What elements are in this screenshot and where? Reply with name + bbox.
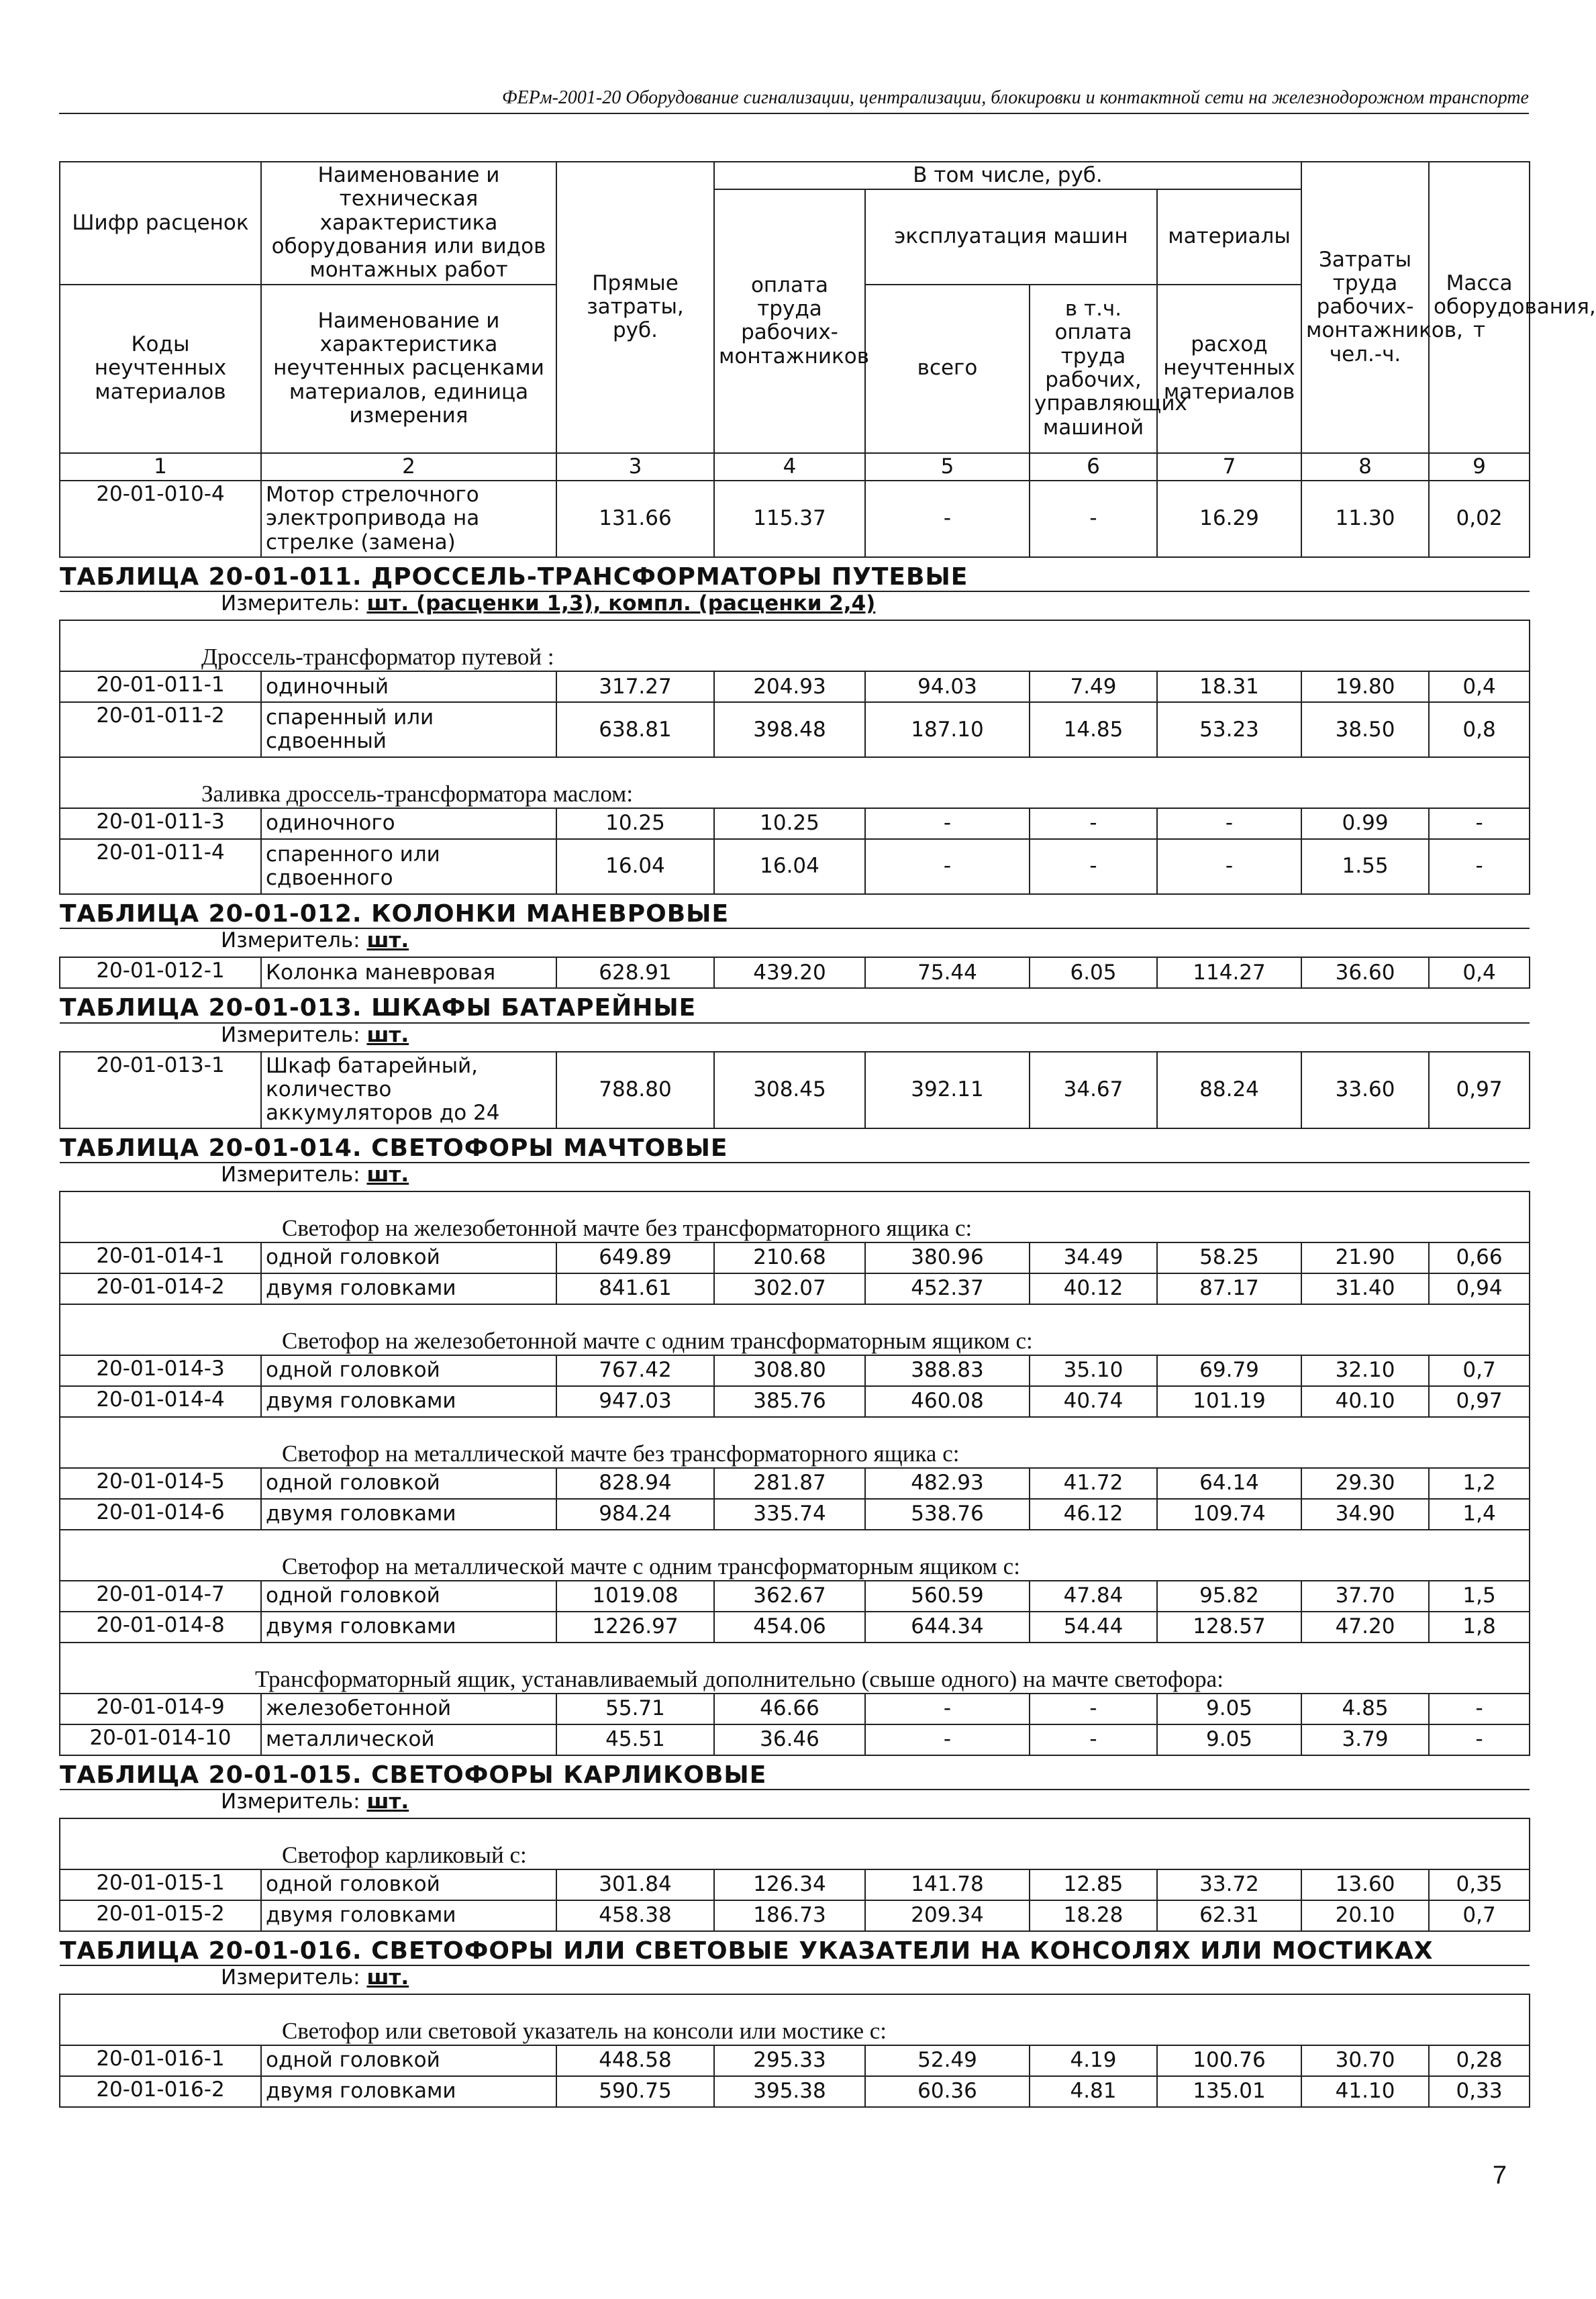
mass-cell: 0,35: [1429, 1869, 1530, 1900]
col-number: 2: [261, 453, 556, 481]
table-row: [60, 1242, 1530, 1273]
col-number: 9: [1429, 453, 1530, 481]
machines-wages-cell: 41.72: [1030, 1468, 1157, 1499]
item-name-cell: одной головкой: [261, 1581, 556, 1612]
mass-cell: 1,8: [1429, 1612, 1530, 1643]
item-name-cell: Колонка маневровая: [261, 957, 556, 988]
machines-wages-cell: 12.85: [1030, 1869, 1157, 1900]
machines-total-cell: 60.36: [865, 2076, 1030, 2107]
direct-costs-cell: 947.03: [556, 1386, 714, 1417]
direct-costs-cell: 16.04: [556, 839, 714, 894]
mass-cell: 0,7: [1429, 1900, 1530, 1931]
machines-wages-cell: 40.12: [1030, 1273, 1157, 1304]
table-title: ТАБЛИЦА 20-01-012. КОЛОНКИ МАНЕВРОВЫЕ: [60, 894, 1530, 928]
group-heading: Дроссель-трансформатор путевой :: [60, 620, 1530, 671]
rate-code: 20-01-013-1: [60, 1052, 261, 1128]
item-name-cell: одной головкой: [261, 1242, 556, 1273]
materials-cell: 69.79: [1157, 1355, 1301, 1386]
col-machines-header: эксплуатация машин: [865, 189, 1157, 284]
labor-hours-cell: 47.20: [1301, 1612, 1429, 1643]
measure-value: шт.: [366, 1162, 409, 1187]
item-name-cell: двумя головками: [261, 1499, 556, 1530]
materials-cell: 95.82: [1157, 1581, 1301, 1612]
machines-wages-cell: 40.74: [1030, 1386, 1157, 1417]
machines-wages-cell: -: [1030, 1724, 1157, 1755]
machines-total-cell: 209.34: [865, 1900, 1030, 1931]
direct-costs-cell: 638.81: [556, 702, 714, 757]
labor-hours-cell: 33.60: [1301, 1052, 1429, 1128]
rate-code: 20-01-010-4: [60, 481, 261, 557]
rate-code: 20-01-015-2: [60, 1900, 261, 1931]
mass-cell: 0,28: [1429, 2045, 1530, 2076]
group-heading: Светофор карликовый с:: [60, 1818, 1530, 1869]
machines-total-cell: 538.76: [865, 1499, 1030, 1530]
machines-total-cell: 75.44: [865, 957, 1030, 988]
col-number: 8: [1301, 453, 1429, 481]
wages-cell: 46.66: [714, 1694, 865, 1724]
direct-costs-cell: 301.84: [556, 1869, 714, 1900]
mass-cell: 0,02: [1429, 481, 1530, 557]
page-header: ФЕРм-2001-20 Оборудование сигнализации, централизации, блокировки и контактной сети на железнодорожном транспорте: [59, 87, 1529, 114]
col-materials-unaccounted-header: расход неучтенных материалов: [1157, 285, 1301, 453]
item-name-cell: двумя головками: [261, 1273, 556, 1304]
direct-costs-cell: 590.75: [556, 2076, 714, 2107]
group-heading: Светофор на металлической мачте без трансформаторного ящика с:: [60, 1417, 1530, 1468]
col-number: 7: [1157, 453, 1301, 481]
table-row: [60, 671, 1530, 702]
wages-cell: 302.07: [714, 1273, 865, 1304]
materials-cell: 87.17: [1157, 1273, 1301, 1304]
measure-label: Измеритель:: [221, 591, 360, 616]
measure-unit: [60, 1023, 1530, 1052]
item-name-cell: спаренный или сдвоенный: [261, 702, 556, 757]
direct-costs-cell: 767.42: [556, 1355, 714, 1386]
labor-hours-cell: 32.10: [1301, 1355, 1429, 1386]
machines-total-cell: 94.03: [865, 671, 1030, 702]
rate-code: 20-01-011-4: [60, 839, 261, 894]
table-row: [60, 1386, 1530, 1417]
machines-wages-cell: -: [1030, 481, 1157, 557]
wages-cell: 126.34: [714, 1869, 865, 1900]
rate-code: 20-01-014-9: [60, 1694, 261, 1724]
rate-code: 20-01-011-1: [60, 671, 261, 702]
item-name-cell: двумя головками: [261, 1386, 556, 1417]
col-code-header: Шифр расценок: [60, 162, 261, 285]
measure-value: шт. (расценки 1,3), компл. (расценки 2,4): [366, 591, 876, 616]
labor-hours-cell: 21.90: [1301, 1242, 1429, 1273]
labor-hours-cell: 0.99: [1301, 808, 1429, 839]
item-name-cell: одиночный: [261, 671, 556, 702]
materials-cell: 18.31: [1157, 671, 1301, 702]
mass-cell: 0,7: [1429, 1355, 1530, 1386]
materials-cell: 128.57: [1157, 1612, 1301, 1643]
col-number: 3: [556, 453, 714, 481]
table-row: [60, 1581, 1530, 1612]
machines-wages-cell: 35.10: [1030, 1355, 1157, 1386]
item-name-cell: спаренного или сдвоенного: [261, 839, 556, 894]
group-heading: Трансформаторный ящик, устанавливаемый дополнительно (свыше одного) на мачте светофора:: [60, 1643, 1530, 1694]
machines-wages-cell: 34.49: [1030, 1242, 1157, 1273]
col-machines-wages-header: в т.ч. оплата труда рабочих, управляющих машиной: [1030, 285, 1157, 453]
wages-cell: 439.20: [714, 957, 865, 988]
mass-cell: -: [1429, 808, 1530, 839]
mass-cell: -: [1429, 1694, 1530, 1724]
measure-label: Измеритель:: [221, 1022, 360, 1047]
direct-costs-cell: 841.61: [556, 1273, 714, 1304]
group-heading: Светофор или световой указатель на консоли или мостике с:: [60, 1994, 1530, 2045]
rate-code: 20-01-014-7: [60, 1581, 261, 1612]
machines-total-cell: 460.08: [865, 1386, 1030, 1417]
table-row: [60, 808, 1530, 839]
labor-hours-cell: 20.10: [1301, 1900, 1429, 1931]
labor-hours-cell: 11.30: [1301, 481, 1429, 557]
machines-total-cell: 482.93: [865, 1468, 1030, 1499]
machines-total-cell: -: [865, 481, 1030, 557]
item-name-cell: двумя головками: [261, 1612, 556, 1643]
group-heading: Заливка дроссель-трансформатора маслом:: [60, 757, 1530, 808]
direct-costs-cell: 55.71: [556, 1694, 714, 1724]
materials-cell: 9.05: [1157, 1724, 1301, 1755]
col-materials-header: материалы: [1157, 189, 1301, 284]
materials-cell: 100.76: [1157, 2045, 1301, 2076]
mass-cell: 0,97: [1429, 1052, 1530, 1128]
labor-hours-cell: 37.70: [1301, 1581, 1429, 1612]
direct-costs-cell: 131.66: [556, 481, 714, 557]
table-row: [60, 1273, 1530, 1304]
wages-cell: 385.76: [714, 1386, 865, 1417]
col-incl-header: В том числе, руб.: [714, 162, 1301, 189]
mass-cell: 1,5: [1429, 1581, 1530, 1612]
rate-code: 20-01-014-3: [60, 1355, 261, 1386]
group-heading: Светофор на железобетонной мачте без трансформаторного ящика с:: [60, 1191, 1530, 1242]
col-number: 6: [1030, 453, 1157, 481]
measure-value: шт.: [366, 928, 409, 953]
group-heading: Светофор на железобетонной мачте с одним трансформаторным ящиком с:: [60, 1304, 1530, 1355]
table-row: [60, 1900, 1530, 1931]
group-heading: Светофор на металлической мачте с одним трансформаторным ящиком с:: [60, 1530, 1530, 1581]
mass-cell: 0,66: [1429, 1242, 1530, 1273]
machines-wages-cell: -: [1030, 1694, 1157, 1724]
mass-cell: -: [1429, 839, 1530, 894]
materials-cell: 88.24: [1157, 1052, 1301, 1128]
measure-label: Измеритель:: [221, 1965, 360, 1990]
col-direct-costs-header: Прямые затраты, руб.: [556, 162, 714, 453]
measure-unit: [60, 1163, 1530, 1191]
direct-costs-cell: 448.58: [556, 2045, 714, 2076]
direct-costs-cell: 1019.08: [556, 1581, 714, 1612]
rate-code: 20-01-011-2: [60, 702, 261, 757]
item-name-cell: одиночного: [261, 808, 556, 839]
table-row: [60, 957, 1530, 988]
wages-cell: 335.74: [714, 1499, 865, 1530]
mass-cell: 1,2: [1429, 1468, 1530, 1499]
mass-cell: 1,4: [1429, 1499, 1530, 1530]
col-number: 1: [60, 453, 261, 481]
table-title: ТАБЛИЦА 20-01-011. ДРОССЕЛЬ-ТРАНСФОРМАТОРЫ ПУТЕВЫЕ: [60, 557, 1530, 591]
table-row: [60, 702, 1530, 757]
item-name-cell: двумя головками: [261, 2076, 556, 2107]
labor-hours-cell: 30.70: [1301, 2045, 1429, 2076]
materials-cell: -: [1157, 808, 1301, 839]
table-row: [60, 1724, 1530, 1755]
machines-total-cell: 52.49: [865, 2045, 1030, 2076]
wages-cell: 454.06: [714, 1612, 865, 1643]
wages-cell: 36.46: [714, 1724, 865, 1755]
machines-wages-cell: 54.44: [1030, 1612, 1157, 1643]
wages-cell: 398.48: [714, 702, 865, 757]
direct-costs-cell: 649.89: [556, 1242, 714, 1273]
table-row: [60, 2076, 1530, 2107]
measure-label: Измеритель:: [221, 1789, 360, 1814]
table-title: ТАБЛИЦА 20-01-013. ШКАФЫ БАТАРЕЙНЫЕ: [60, 988, 1530, 1022]
materials-cell: 33.72: [1157, 1869, 1301, 1900]
machines-wages-cell: 7.49: [1030, 671, 1157, 702]
labor-hours-cell: 19.80: [1301, 671, 1429, 702]
machines-total-cell: 388.83: [865, 1355, 1030, 1386]
measure-value: шт.: [366, 1022, 409, 1047]
table-row: [60, 1694, 1530, 1724]
wages-cell: 295.33: [714, 2045, 865, 2076]
col-name-header: Наименование и техническая характеристика оборудования или видов монтажных работ: [261, 162, 556, 285]
table-row: [60, 1355, 1530, 1386]
mass-cell: 0,97: [1429, 1386, 1530, 1417]
wages-cell: 281.87: [714, 1468, 865, 1499]
wages-cell: 210.68: [714, 1242, 865, 1273]
wages-cell: 186.73: [714, 1900, 865, 1931]
table-title: ТАБЛИЦА 20-01-014. СВЕТОФОРЫ МАЧТОВЫЕ: [60, 1128, 1530, 1163]
direct-costs-cell: 45.51: [556, 1724, 714, 1755]
direct-costs-cell: 828.94: [556, 1468, 714, 1499]
labor-hours-cell: 4.85: [1301, 1694, 1429, 1724]
machines-wages-cell: 4.19: [1030, 2045, 1157, 2076]
table-row: [60, 1052, 1530, 1128]
page-number: 7: [1492, 2161, 1507, 2190]
labor-hours-cell: 3.79: [1301, 1724, 1429, 1755]
machines-wages-cell: -: [1030, 839, 1157, 894]
machines-wages-cell: 47.84: [1030, 1581, 1157, 1612]
mass-cell: 0,8: [1429, 702, 1530, 757]
measure-unit: [60, 1790, 1530, 1818]
machines-total-cell: -: [865, 839, 1030, 894]
item-name-cell: железобетонной: [261, 1694, 556, 1724]
materials-cell: 53.23: [1157, 702, 1301, 757]
col-name2-header: Наименование и характеристика неучтенных расценками материалов, единица измерения: [261, 285, 556, 453]
wages-cell: 10.25: [714, 808, 865, 839]
machines-total-cell: 380.96: [865, 1242, 1030, 1273]
item-name-cell: Шкаф батарейный, количество аккумуляторов до 24: [261, 1052, 556, 1128]
labor-hours-cell: 31.40: [1301, 1273, 1429, 1304]
rate-code: 20-01-014-8: [60, 1612, 261, 1643]
machines-wages-cell: 46.12: [1030, 1499, 1157, 1530]
materials-cell: 135.01: [1157, 2076, 1301, 2107]
col-machines-total-header: всего: [865, 285, 1030, 453]
table-row: [60, 1612, 1530, 1643]
rate-code: 20-01-016-2: [60, 2076, 261, 2107]
direct-costs-cell: 458.38: [556, 1900, 714, 1931]
mass-cell: 0,4: [1429, 671, 1530, 702]
machines-total-cell: 560.59: [865, 1581, 1030, 1612]
machines-wages-cell: 6.05: [1030, 957, 1157, 988]
direct-costs-cell: 984.24: [556, 1499, 714, 1530]
measure-label: Измеритель:: [221, 928, 360, 953]
measure-value: шт.: [366, 1789, 409, 1814]
materials-cell: 64.14: [1157, 1468, 1301, 1499]
rate-code: 20-01-012-1: [60, 957, 261, 988]
machines-wages-cell: 34.67: [1030, 1052, 1157, 1128]
machines-wages-cell: 18.28: [1030, 1900, 1157, 1931]
table-row: [60, 1869, 1530, 1900]
materials-cell: 114.27: [1157, 957, 1301, 988]
rate-code: 20-01-011-3: [60, 808, 261, 839]
rate-code: 20-01-014-1: [60, 1242, 261, 1273]
col-code2-header: Коды неучтенных материалов: [60, 285, 261, 453]
wages-cell: 16.04: [714, 839, 865, 894]
mass-cell: 0,94: [1429, 1273, 1530, 1304]
machines-total-cell: 644.34: [865, 1612, 1030, 1643]
rate-code: 20-01-014-6: [60, 1499, 261, 1530]
item-name-cell: одной головкой: [261, 1869, 556, 1900]
machines-total-cell: 141.78: [865, 1869, 1030, 1900]
materials-cell: 109.74: [1157, 1499, 1301, 1530]
rate-code: 20-01-015-1: [60, 1869, 261, 1900]
direct-costs-cell: 628.91: [556, 957, 714, 988]
measure-unit: [60, 1965, 1530, 1994]
measure-label: Измеритель:: [221, 1162, 360, 1187]
measure-value: шт.: [366, 1965, 409, 1990]
machines-total-cell: 452.37: [865, 1273, 1030, 1304]
labor-hours-cell: 34.90: [1301, 1499, 1429, 1530]
rate-code: 20-01-014-5: [60, 1468, 261, 1499]
rate-code: 20-01-014-2: [60, 1273, 261, 1304]
item-name-cell: металлической: [261, 1724, 556, 1755]
labor-hours-cell: 29.30: [1301, 1468, 1429, 1499]
table-row: [60, 1468, 1530, 1499]
machines-wages-cell: -: [1030, 808, 1157, 839]
wages-cell: 362.67: [714, 1581, 865, 1612]
materials-cell: -: [1157, 839, 1301, 894]
table-row: [60, 1499, 1530, 1530]
labor-hours-cell: 13.60: [1301, 1869, 1429, 1900]
labor-hours-cell: 41.10: [1301, 2076, 1429, 2107]
mass-cell: -: [1429, 1724, 1530, 1755]
wages-cell: 115.37: [714, 481, 865, 557]
machines-total-cell: 187.10: [865, 702, 1030, 757]
rate-code: 20-01-014-10: [60, 1724, 261, 1755]
item-name-cell: двумя головками: [261, 1900, 556, 1931]
measure-unit: [60, 591, 1530, 620]
labor-hours-cell: 1.55: [1301, 839, 1429, 894]
materials-cell: 101.19: [1157, 1386, 1301, 1417]
item-name-cell: Мотор стрелочного электропривода на стрелке (замена): [261, 481, 556, 557]
table-title: ТАБЛИЦА 20-01-016. СВЕТОФОРЫ ИЛИ СВЕТОВЫЕ УКАЗАТЕЛИ НА КОНСОЛЯХ ИЛИ МОСТИКАХ: [60, 1931, 1530, 1965]
item-name-cell: одной головкой: [261, 2045, 556, 2076]
col-wages-header: оплата труда рабочих-монтажников: [714, 189, 865, 452]
measure-unit: [60, 928, 1530, 957]
mass-cell: 0,4: [1429, 957, 1530, 988]
table-row: [60, 2045, 1530, 2076]
wages-cell: 308.45: [714, 1052, 865, 1128]
machines-wages-cell: 14.85: [1030, 702, 1157, 757]
rate-code: 20-01-016-1: [60, 2045, 261, 2076]
rate-code: 20-01-014-4: [60, 1386, 261, 1417]
machines-total-cell: -: [865, 1694, 1030, 1724]
materials-cell: 9.05: [1157, 1694, 1301, 1724]
price-table: [59, 161, 1596, 2108]
direct-costs-cell: 1226.97: [556, 1612, 714, 1643]
mass-cell: 0,33: [1429, 2076, 1530, 2107]
wages-cell: 395.38: [714, 2076, 865, 2107]
table-row: [60, 481, 1530, 557]
col-number: 5: [865, 453, 1030, 481]
item-name-cell: одной головкой: [261, 1355, 556, 1386]
column-numbers-row: [60, 453, 1530, 481]
table-row: [60, 839, 1530, 894]
direct-costs-cell: 788.80: [556, 1052, 714, 1128]
labor-hours-cell: 36.60: [1301, 957, 1429, 988]
col-number: 4: [714, 453, 865, 481]
machines-total-cell: 392.11: [865, 1052, 1030, 1128]
direct-costs-cell: 317.27: [556, 671, 714, 702]
wages-cell: 308.80: [714, 1355, 865, 1386]
col-mass-header: Масса оборудования, т: [1429, 162, 1530, 453]
col-labor-header: Затраты труда рабочих-монтажников, чел.-ч.: [1301, 162, 1429, 453]
materials-cell: 62.31: [1157, 1900, 1301, 1931]
materials-cell: 16.29: [1157, 481, 1301, 557]
wages-cell: 204.93: [714, 671, 865, 702]
item-name-cell: одной головкой: [261, 1468, 556, 1499]
machines-wages-cell: 4.81: [1030, 2076, 1157, 2107]
labor-hours-cell: 40.10: [1301, 1386, 1429, 1417]
machines-total-cell: -: [865, 1724, 1030, 1755]
table-title: ТАБЛИЦА 20-01-015. СВЕТОФОРЫ КАРЛИКОВЫЕ: [60, 1755, 1530, 1790]
materials-cell: 58.25: [1157, 1242, 1301, 1273]
labor-hours-cell: 38.50: [1301, 702, 1429, 757]
machines-total-cell: -: [865, 808, 1030, 839]
direct-costs-cell: 10.25: [556, 808, 714, 839]
